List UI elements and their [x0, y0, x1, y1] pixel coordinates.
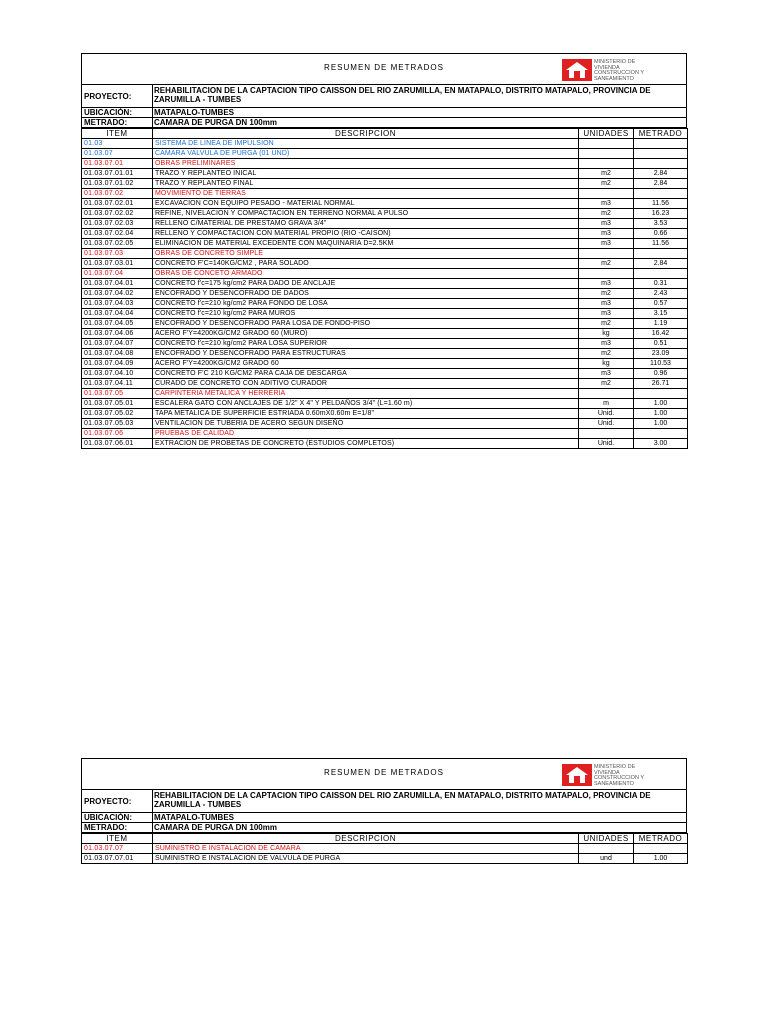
cell-metrado: 0.66: [634, 229, 688, 239]
cell-unidades: m3: [579, 229, 634, 239]
table-row: [82, 419, 688, 429]
cell-descripcion: MOVIMIENTO DE TIERRAS: [153, 189, 579, 199]
cell-item: 01.03.07.04.08: [82, 349, 153, 359]
cell-unidades: m3: [579, 239, 634, 249]
cell-descripcion: ELIMINACION DE MATERIAL EXCEDENTE CON MAQUINARIA D=2.5KM: [153, 239, 579, 249]
cell-item: 01.03.07.04.09: [82, 359, 153, 369]
table-row: [82, 259, 688, 269]
metrado-label: METRADO:: [82, 118, 153, 127]
cell-unidades: m3: [579, 309, 634, 319]
cell-descripcion: SISTEMA DE LINEA DE IMPULSION: [153, 139, 579, 149]
cell-metrado: [634, 159, 688, 169]
cell-descripcion: SUMINISTRO E INSTALACION DE CAMARA: [153, 844, 579, 854]
cell-descripcion: ENCOFRADO Y DESENCOFRADO PARA LOSA DE FONDO-PISO: [153, 319, 579, 329]
table-row: [82, 179, 688, 189]
table-row: [82, 189, 688, 199]
proyecto-value: REHABILITACION DE LA CAPTACION TIPO CAISSON DEL RIO ZARUMILLA, EN MATAPALO, DISTRITO MATAPALO, PROVINCIA DE ZARUMILLA - TUMBES: [154, 86, 651, 104]
cell-unidades: [579, 429, 634, 439]
metrados-sheet-2: [81, 758, 687, 864]
column-header-metrado: METRADO: [634, 129, 688, 139]
proyecto-row: [81, 85, 687, 108]
cell-unidades: kg: [579, 359, 634, 369]
cell-unidades: m2: [579, 349, 634, 359]
cell-metrado: 3.00: [634, 439, 688, 449]
cell-descripcion: CONCRETO F'C 210 KG/CM2 PARA CAJA DE DESCARGA: [153, 369, 579, 379]
column-header-unidades: UNIDADES: [579, 834, 634, 844]
cell-unidades: m2: [579, 169, 634, 179]
cell-descripcion: ACERO F'Y=4200KG/CM2 GRADO 60 (MURO): [153, 329, 579, 339]
cell-unidades: [579, 139, 634, 149]
project-info: [81, 85, 687, 128]
cell-descripcion: CARPINTERIA METALICA Y HERRERIA: [153, 389, 579, 399]
table-row: [82, 379, 688, 389]
sheet-title: RESUMEN DE METRADOS: [324, 63, 444, 72]
cell-descripcion: TRAZO Y REPLANTEO INICAL: [153, 169, 579, 179]
ministerio-logo-icon: [562, 59, 592, 81]
cell-metrado: [634, 389, 688, 399]
table-row: [82, 359, 688, 369]
cell-item: 01.03.07.04.06: [82, 329, 153, 339]
cell-item: 01.03.07.04.07: [82, 339, 153, 349]
cell-item: 01.03.07.05.03: [82, 419, 153, 429]
cell-descripcion: TRAZO Y REPLANTEO FINAL: [153, 179, 579, 189]
cell-metrado: [634, 139, 688, 149]
column-header-item: ITEM: [82, 834, 153, 844]
table-header-row: [82, 834, 688, 844]
cell-descripcion: ENCOFRADO Y DESENCOFRADO PARA ESTRUCTURAS: [153, 349, 579, 359]
cell-descripcion: CONCRETO f'c=210 kg/cm2 PARA MUROS: [153, 309, 579, 319]
cell-descripcion: TAPA METALICA DE SUPERFICIE ESTRIADA 0.60mX0.60m E=1/8": [153, 409, 579, 419]
cell-metrado: 0.31: [634, 279, 688, 289]
table-row: [82, 159, 688, 169]
cell-item: 01.03.07.02.05: [82, 239, 153, 249]
cell-item: 01.03.07.01.02: [82, 179, 153, 189]
cell-descripcion: RELLENO Y COMPACTACION CON MATERIAL PROPIO (RIO -CAISON): [153, 229, 579, 239]
cell-metrado: 3.15: [634, 309, 688, 319]
metrados-table: [81, 128, 688, 449]
cell-metrado: 2.84: [634, 169, 688, 179]
cell-descripcion: EXTRACION DE PROBETAS DE CONCRETO (ESTUDIOS COMPLETOS): [153, 439, 579, 449]
cell-item: 01.03.07.04.10: [82, 369, 153, 379]
cell-descripcion: REFINE, NIVELACION Y COMPACTACION EN TERRENO NORMAL A PULSO: [153, 209, 579, 219]
proyecto-label: PROYECTO:: [82, 85, 153, 107]
table-row: [82, 439, 688, 449]
cell-item: 01.03.07.01: [82, 159, 153, 169]
cell-unidades: Unid.: [579, 439, 634, 449]
cell-descripcion: OBRAS DE CONCRETO SIMPLE: [153, 249, 579, 259]
cell-metrado: 16.23: [634, 209, 688, 219]
ubicacion-label: UBICACIÓN:: [82, 108, 153, 117]
cell-item: 01.03.07.02.01: [82, 199, 153, 209]
ministerio-logo: [562, 59, 662, 81]
cell-unidades: m2: [579, 259, 634, 269]
cell-descripcion: CONCRETO f'c=210 kg/cm2 PARA FONDO DE LOSA: [153, 299, 579, 309]
cell-descripcion: ENCOFRADO Y DESENCOFRADO DE DADOS: [153, 289, 579, 299]
table-row: [82, 149, 688, 159]
cell-unidades: m2: [579, 289, 634, 299]
table-row: [82, 279, 688, 289]
cell-unidades: m3: [579, 279, 634, 289]
cell-metrado: 16.42: [634, 329, 688, 339]
table-row: [82, 389, 688, 399]
cell-item: 01.03.07.03: [82, 249, 153, 259]
cell-unidades: Unid.: [579, 419, 634, 429]
cell-metrado: [634, 189, 688, 199]
proyecto-label: PROYECTO:: [82, 790, 153, 812]
ministerio-logo: [562, 764, 662, 786]
cell-item: 01.03.07.06: [82, 429, 153, 439]
metrado-label: METRADO:: [82, 823, 153, 832]
cell-unidades: m: [579, 399, 634, 409]
cell-unidades: [579, 249, 634, 259]
cell-item: 01.03.07.04: [82, 269, 153, 279]
cell-unidades: m3: [579, 219, 634, 229]
table-row: [82, 209, 688, 219]
cell-unidades: [579, 844, 634, 854]
cell-unidades: m2: [579, 319, 634, 329]
cell-item: 01.03.07: [82, 149, 153, 159]
table-row: [82, 319, 688, 329]
proyecto-value: REHABILITACION DE LA CAPTACION TIPO CAISSON DEL RIO ZARUMILLA, EN MATAPALO, DISTRITO MATAPALO, PROVINCIA DE ZARUMILLA - TUMBES: [154, 791, 651, 809]
column-header-metrado: METRADO: [634, 834, 688, 844]
table-row: [82, 309, 688, 319]
cell-descripcion: VENTILACION DE TUBERIA DE ACERO SEGUN DISEÑO: [153, 419, 579, 429]
sheet-title: RESUMEN DE METRADOS: [324, 768, 444, 777]
cell-metrado: 2.84: [634, 179, 688, 189]
table-row: [82, 269, 688, 279]
cell-unidades: [579, 149, 634, 159]
table-row: [82, 289, 688, 299]
cell-unidades: m3: [579, 369, 634, 379]
cell-item: 01.03.07.05.01: [82, 399, 153, 409]
table-row: [82, 854, 688, 864]
cell-item: 01.03.07.02.02: [82, 209, 153, 219]
cell-item: 01.03.07.05: [82, 389, 153, 399]
metrados-sheet-1: [81, 53, 687, 449]
ubicacion-label: UBICACIÓN:: [82, 813, 153, 822]
cell-item: 01.03.07.07.01: [82, 854, 153, 864]
cell-descripcion: OBRAS DE CONCETO ARMADO: [153, 269, 579, 279]
table-row: [82, 239, 688, 249]
cell-unidades: m2: [579, 379, 634, 389]
cell-descripcion: CONCRETO f'c=175 kg/cm2 PARA DADO DE ANCLAJE: [153, 279, 579, 289]
cell-metrado: [634, 429, 688, 439]
table-header-row: [82, 129, 688, 139]
cell-descripcion: CONCRETO f'c=210 kg/cm2 PARA LOSA SUPERIOR: [153, 339, 579, 349]
column-header-item: ITEM: [82, 129, 153, 139]
table-body: [82, 844, 688, 864]
cell-descripcion: CURADO DE CONCRETO CON ADITIVO CURADOR: [153, 379, 579, 389]
column-header-descripcion: DESCRIPCION: [153, 129, 579, 139]
metrado-row: [81, 118, 687, 128]
table-row: [82, 409, 688, 419]
table-row: [82, 399, 688, 409]
cell-unidades: Unid.: [579, 409, 634, 419]
cell-unidades: m2: [579, 179, 634, 189]
metrado-row: [81, 823, 687, 833]
cell-item: 01.03.07.04.11: [82, 379, 153, 389]
cell-unidades: [579, 389, 634, 399]
table-row: [82, 339, 688, 349]
cell-descripcion: ESCALERA GATO CON ANCLAJES DE 1/2" X 4" Y PELDAÑOS 3/4" (L=1.60 m): [153, 399, 579, 409]
table-row: [82, 299, 688, 309]
cell-metrado: 1.19: [634, 319, 688, 329]
table-row: [82, 229, 688, 239]
ubicacion-value: MATAPALO-TUMBES: [154, 108, 234, 117]
cell-item: 01.03.07.04.01: [82, 279, 153, 289]
cell-metrado: 11.56: [634, 239, 688, 249]
cell-descripcion: SUMINISTRO E INSTALACION DE VALVULA DE PURGA: [153, 854, 579, 864]
cell-metrado: 1.00: [634, 409, 688, 419]
cell-descripcion: EXCAVACION CON EQUIPO PESADO - MATERIAL NORMAL: [153, 199, 579, 209]
cell-metrado: 23.09: [634, 349, 688, 359]
cell-metrado: 110.53: [634, 359, 688, 369]
cell-descripcion: ACERO F'Y=4200KG/CM2 GRADO 60: [153, 359, 579, 369]
cell-metrado: 0.57: [634, 299, 688, 309]
ministerio-logo-text: MINISTERIO DE VIVIENDA CONSTRUCCION Y SANEAMIENTO: [594, 764, 645, 787]
cell-unidades: kg: [579, 329, 634, 339]
cell-unidades: [579, 189, 634, 199]
cell-metrado: [634, 149, 688, 159]
cell-unidades: [579, 159, 634, 169]
cell-metrado: [634, 269, 688, 279]
cell-metrado: [634, 844, 688, 854]
cell-item: 01.03.07.03.01: [82, 259, 153, 269]
table-row: [82, 369, 688, 379]
cell-item: 01.03.07.04.04: [82, 309, 153, 319]
cell-descripcion: CAMARA VALVULA DE PURGA (01 UND): [153, 149, 579, 159]
cell-item: 01.03: [82, 139, 153, 149]
ubicacion-row: [81, 813, 687, 823]
table-body: [82, 139, 688, 449]
cell-unidades: und: [579, 854, 634, 864]
table-row: [82, 169, 688, 179]
cell-metrado: [634, 249, 688, 259]
cell-unidades: m2: [579, 209, 634, 219]
cell-item: 01.03.07.06.01: [82, 439, 153, 449]
ministerio-logo-text: MINISTERIO DE VIVIENDA CONSTRUCCION Y SANEAMIENTO: [594, 59, 645, 82]
table-row: [82, 219, 688, 229]
metrado-value: CAMARA DE PURGA DN 100mm: [154, 118, 277, 127]
proyecto-row: [81, 790, 687, 813]
table-row: [82, 199, 688, 209]
cell-unidades: m3: [579, 299, 634, 309]
cell-item: 01.03.07.05.02: [82, 409, 153, 419]
cell-item: 01.03.07.01.01: [82, 169, 153, 179]
cell-metrado: 11.56: [634, 199, 688, 209]
metrado-value: CAMARA DE PURGA DN 100mm: [154, 823, 277, 832]
cell-metrado: 26.71: [634, 379, 688, 389]
cell-item: 01.03.07.04.05: [82, 319, 153, 329]
table-row: [82, 139, 688, 149]
table-row: [82, 329, 688, 339]
cell-item: 01.03.07.02.03: [82, 219, 153, 229]
cell-descripcion: RELLENO C/MATERIAL DE PRESTAMO GRAVA 3/4": [153, 219, 579, 229]
cell-item: 01.03.07.02.04: [82, 229, 153, 239]
sheet-header: [81, 53, 687, 85]
cell-unidades: [579, 269, 634, 279]
cell-metrado: 1.00: [634, 399, 688, 409]
cell-item: 01.03.07.04.02: [82, 289, 153, 299]
cell-metrado: 0.51: [634, 339, 688, 349]
ubicacion-value: MATAPALO-TUMBES: [154, 813, 234, 822]
sheet-header: [81, 758, 687, 790]
metrados-table: [81, 833, 688, 864]
ministerio-logo-icon: [562, 764, 592, 786]
cell-item: 01.03.07.04.03: [82, 299, 153, 309]
table-row: [82, 349, 688, 359]
cell-metrado: 0.96: [634, 369, 688, 379]
cell-unidades: m3: [579, 339, 634, 349]
column-header-unidades: UNIDADES: [579, 129, 634, 139]
cell-metrado: 3.53: [634, 219, 688, 229]
cell-descripcion: CONCRETO F'C=140KG/CM2 , PARA SOLADO: [153, 259, 579, 269]
table-row: [82, 844, 688, 854]
cell-metrado: 1.00: [634, 854, 688, 864]
cell-item: 01.03.07.07: [82, 844, 153, 854]
cell-metrado: 1.00: [634, 419, 688, 429]
cell-unidades: m3: [579, 199, 634, 209]
cell-metrado: 2.84: [634, 259, 688, 269]
cell-metrado: 2.43: [634, 289, 688, 299]
column-header-descripcion: DESCRIPCION: [153, 834, 579, 844]
ubicacion-row: [81, 108, 687, 118]
cell-descripcion: PRUEBAS DE CALIDAD: [153, 429, 579, 439]
cell-item: 01.03.07.02: [82, 189, 153, 199]
table-row: [82, 249, 688, 259]
cell-descripcion: OBRAS PRELIMINARES: [153, 159, 579, 169]
table-row: [82, 429, 688, 439]
project-info: [81, 790, 687, 833]
